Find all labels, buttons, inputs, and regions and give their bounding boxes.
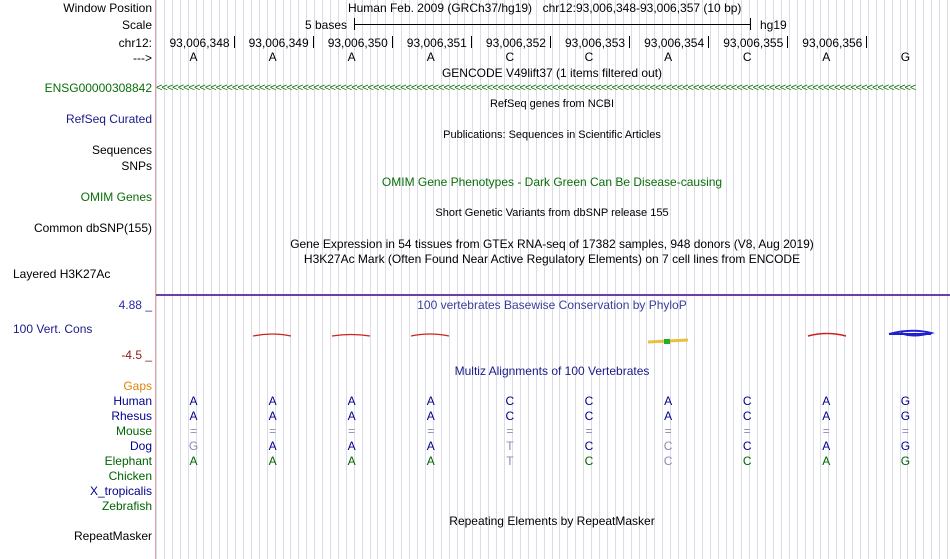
phylop-track-title: 100 vertebrates Basewise Conservation by PhyloP	[417, 298, 687, 312]
gtex-track-title: Gene Expression in 54 tissues from GTEx RNA-seq of 17382 samples, 948 donors (V8, Aug 2019)	[290, 237, 814, 251]
phylop-min-label: -4.5 _	[121, 348, 152, 362]
alignment-base: A	[347, 439, 356, 453]
species-label-rhesus[interactable]: Rhesus	[111, 409, 152, 423]
alignment-base: =	[506, 424, 514, 438]
alignment-base: A	[426, 439, 435, 453]
alignment-base: G	[900, 394, 911, 408]
alignment-base: T	[506, 439, 514, 453]
alignment-base: A	[268, 454, 277, 468]
alignment-base: A	[347, 409, 356, 423]
alignment-base: A	[189, 409, 198, 423]
alignment-base: =	[189, 424, 198, 438]
alignment-base: C	[663, 454, 673, 468]
alignment-base: A	[189, 454, 198, 468]
gencode-track-title: GENCODE V49lift37 (1 items filtered out)	[441, 66, 663, 80]
omim-track-label[interactable]: OMIM Genes	[80, 190, 152, 204]
repeatmasker-track-title: Repeating Elements by RepeatMasker	[449, 514, 655, 528]
publications-track-title: Publications: Sequences in Scientific Articles	[443, 129, 661, 141]
alignment-base: G	[188, 439, 199, 453]
alignment-base: C	[584, 409, 594, 423]
species-label-elephant[interactable]: Elephant	[104, 454, 152, 468]
alignment-base: =	[901, 424, 909, 438]
h3k27ac-track-label[interactable]: Layered H3K27Ac	[13, 267, 111, 281]
species-label-chicken[interactable]: Chicken	[108, 469, 152, 483]
alignment-base: A	[664, 394, 673, 408]
alignment-base: C	[584, 454, 594, 468]
alignment-base: A	[822, 439, 831, 453]
ruler-position: 93,006,350	[327, 36, 388, 50]
reference-base: C	[584, 50, 594, 64]
alignment-base: A	[664, 409, 673, 423]
ruler-position: 93,006,352	[485, 36, 546, 50]
chr-label: chr12:	[118, 36, 152, 50]
alignment-base: C	[742, 409, 752, 423]
phylop-signal-2	[332, 335, 370, 337]
alignment-base: A	[189, 394, 198, 408]
species-label-mouse[interactable]: Mouse	[115, 424, 152, 438]
reference-base: C	[505, 50, 515, 64]
phylop-signal-5	[664, 339, 670, 344]
alignment-base: =	[743, 424, 751, 438]
alignment-base: A	[822, 394, 831, 408]
ruler-position: 93,006,353	[565, 36, 626, 50]
alignment-base: C	[742, 439, 752, 453]
track-data-panel[interactable]	[156, 0, 950, 559]
alignment-base: A	[426, 454, 435, 468]
dbsnp-track-label[interactable]: Common dbSNP(155)	[33, 221, 152, 235]
ruler-position: 93,006,348	[169, 36, 230, 50]
reference-base: C	[742, 50, 752, 64]
alignment-base: C	[742, 454, 752, 468]
ruler-position: 93,006,356	[802, 36, 863, 50]
phylop-signal-6	[808, 334, 846, 337]
refseq-track-label[interactable]: RefSeq Curated	[65, 112, 152, 126]
h3k27ac-track-title: H3K27Ac Mark (Often Found Near Active Regulatory Elements) on 7 cell lines from ENCODE	[303, 252, 801, 266]
phylop-graph	[156, 0, 950, 559]
alignment-base: C	[584, 439, 594, 453]
species-label-dog[interactable]: Dog	[129, 439, 152, 453]
strand-arrow-label: --->	[133, 51, 152, 65]
sequences-track-label[interactable]: Sequences	[91, 143, 152, 157]
alignment-base: A	[822, 409, 831, 423]
alignment-base: =	[585, 424, 593, 438]
gene-strand-arrows[interactable]: <<<<<<<<<<<<<<<<<<<<<<<<<<<<<<<<<<<<<<<<<<<<<<<<<<<<<<<<<<<<<<<<<<<<<<<<<<<<<<<<<<<<<<<<<<<<<<<<<<<<<<<<<<<<<<<<<<<<<<<<<<<<<<<<<<<<<<<<<<<<	[156, 82, 916, 94]
alignment-base: G	[900, 439, 911, 453]
alignment-base: =	[664, 424, 672, 438]
scale-label: Scale	[121, 18, 152, 32]
alignment-base: C	[584, 394, 594, 408]
position-text: chr12:93,006,348-93,006,357 (10 bp)	[542, 1, 742, 15]
alignment-base: G	[900, 454, 911, 468]
gene-label[interactable]: ENSG00000308842	[44, 81, 152, 95]
alignment-base: A	[268, 394, 277, 408]
species-label-x_tropicalis[interactable]: X_tropicalis	[89, 484, 152, 498]
alignment-base: A	[347, 394, 356, 408]
alignment-base: A	[426, 409, 435, 423]
snps-track-label[interactable]: SNPs	[121, 159, 152, 173]
omim-track-title: OMIM Gene Phenotypes - Dark Green Can Be Disease-causing	[381, 175, 723, 189]
alignment-base: A	[268, 409, 277, 423]
phylop-signal-3	[411, 334, 449, 336]
db-text: hg19	[760, 18, 787, 32]
alignment-base: C	[505, 394, 515, 408]
ruler-position: 93,006,351	[406, 36, 467, 50]
reference-base: A	[822, 50, 831, 64]
ruler-position: 93,006,349	[248, 36, 309, 50]
alignment-base: =	[348, 424, 356, 438]
assembly-text: Human Feb. 2009 (GRCh37/hg19)	[347, 1, 533, 15]
phylop-signal-1	[253, 334, 291, 336]
species-label-human[interactable]: Human	[113, 394, 152, 408]
species-label-zebrafish[interactable]: Zebrafish	[101, 499, 152, 513]
alignment-base: =	[269, 424, 277, 438]
alignment-base: C	[505, 409, 515, 423]
multiz-track-title: Multiz Alignments of 100 Vertebrates	[454, 364, 650, 378]
alignment-base: A	[268, 439, 277, 453]
alignment-base: G	[900, 409, 911, 423]
phylop-signal-7	[889, 331, 931, 336]
gaps-label: Gaps	[123, 379, 152, 393]
dbsnp-track-title: Short Genetic Variants from dbSNP release 155	[435, 207, 669, 219]
alignment-base: T	[506, 454, 514, 468]
window-position-label: Window Position	[63, 1, 152, 15]
alignment-base: C	[742, 394, 752, 408]
reference-base: A	[664, 50, 673, 64]
alignment-base: C	[663, 439, 673, 453]
alignment-base: A	[426, 394, 435, 408]
ruler-position: 93,006,355	[723, 36, 784, 50]
phylop-track-label[interactable]: 100 Vert. Cons	[13, 322, 93, 336]
phylop-max-label: 4.88 _	[118, 298, 152, 312]
reference-base: A	[268, 50, 277, 64]
ruler-position: 93,006,354	[644, 36, 705, 50]
alignment-base: A	[347, 454, 356, 468]
reference-base: A	[189, 50, 198, 64]
track-labels-panel	[0, 0, 156, 559]
alignment-base: A	[822, 454, 831, 468]
reference-base: A	[426, 50, 435, 64]
alignment-base: =	[427, 424, 435, 438]
reference-base: G	[900, 50, 911, 64]
refseq-track-title: RefSeq genes from NCBI	[489, 98, 615, 110]
reference-base: A	[347, 50, 356, 64]
scale-text: 5 bases	[305, 18, 348, 32]
repeatmasker-track-label[interactable]: RepeatMasker	[73, 529, 152, 543]
alignment-base: =	[822, 424, 830, 438]
